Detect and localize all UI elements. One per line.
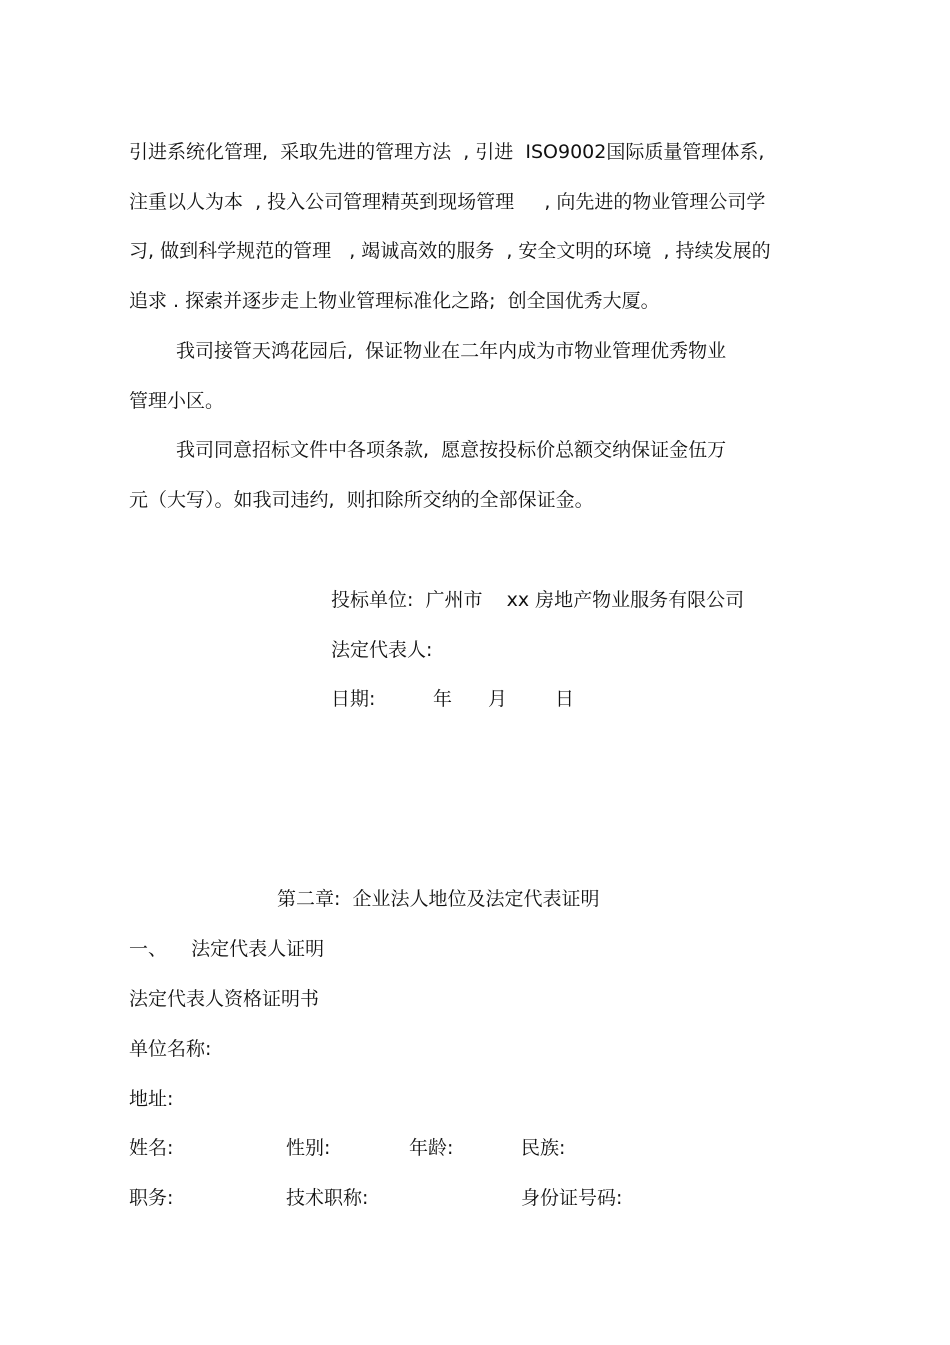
age-label: 年龄: bbox=[409, 1137, 454, 1159]
certificate-title: 法定代表人资格证明书 bbox=[129, 988, 320, 1010]
date-label: 日期: bbox=[331, 688, 376, 710]
deposit-line-2: 元（大写）。如我司违约, 则扣除所交纳的全部保证金。 bbox=[129, 489, 594, 511]
unit-name-label: 单位名称: bbox=[129, 1038, 212, 1060]
bidder-line: 投标单位: 广州市 xx 房地产物业服务有限公司 bbox=[331, 589, 745, 611]
date-month: 月 bbox=[488, 688, 508, 710]
name-label: 姓名: bbox=[129, 1137, 174, 1159]
position-label: 职务: bbox=[129, 1187, 174, 1209]
intro-line-3: 习, 做到科学规范的管理 , 竭诚高效的服务 , 安全文明的环境 , 持续发展的 bbox=[129, 240, 771, 262]
guarantee-line-2: 管理小区。 bbox=[129, 390, 225, 412]
intro-line-1: 引进系统化管理, 采取先进的管理方法 , 引进 ISO9002国际质量管理体系, bbox=[129, 141, 765, 163]
date-day: 日 bbox=[555, 688, 575, 710]
tech-title-label: 技术职称: bbox=[286, 1187, 369, 1209]
representative-line: 法定代表人: bbox=[331, 639, 433, 661]
ethnicity-label: 民族: bbox=[521, 1137, 566, 1159]
date-year: 年 bbox=[433, 688, 453, 710]
gender-label: 性别: bbox=[286, 1137, 331, 1159]
chapter-heading: 第二章: 企业法人地位及法定代表证明 bbox=[277, 888, 600, 910]
intro-line-2: 注重以人为本 , 投入公司管理精英到现场管理 , 向先进的物业管理公司学 bbox=[129, 191, 766, 213]
id-number-label: 身份证号码: bbox=[521, 1187, 623, 1209]
guarantee-line-1: 我司接管天鸿花园后, 保证物业在二年内成为市物业管理优秀物业 bbox=[176, 340, 727, 362]
deposit-line-1: 我司同意招标文件中各项条款, 愿意按投标价总额交纳保证金伍万 bbox=[176, 439, 727, 461]
intro-line-4: 追求 . 探索并逐步走上物业管理标准化之路; 创全国优秀大厦。 bbox=[129, 290, 660, 312]
address-label: 地址: bbox=[129, 1088, 174, 1110]
section-heading: 一、 法定代表人证明 bbox=[129, 938, 325, 960]
